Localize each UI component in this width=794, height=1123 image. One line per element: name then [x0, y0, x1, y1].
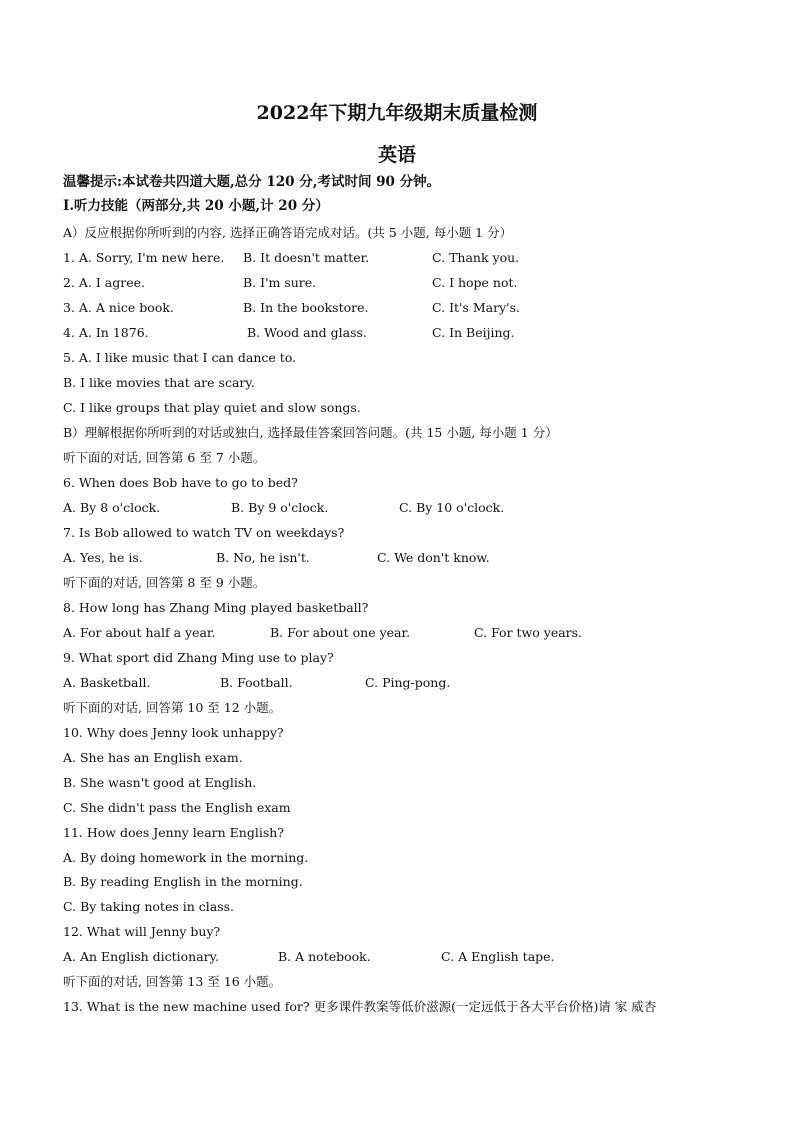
q12-option-a: A. An English dictionary. [63, 949, 220, 964]
q3-option-b: B. In the bookstore. [243, 300, 369, 315]
q10-question: 10. Why does Jenny look unhappy? [63, 725, 284, 740]
listen-instruction-8-9: 听下面的对话, 回答第 8 至 9 小题。 [63, 575, 266, 590]
exam-tip: 温馨提示:本试卷共四道大题,总分 120 分,考试时间 90 分钟。 [63, 174, 441, 190]
q9-option-b: B. Football. [220, 675, 293, 690]
q7-option-b: B. No, he isn't. [216, 550, 310, 565]
q6-option-b: B. By 9 o'clock. [231, 500, 329, 515]
subject-title: 英语 [377, 144, 416, 166]
listen-instruction-13-16: 听下面的对话, 回答第 13 至 16 小题。 [63, 974, 282, 989]
q10-option-b: B. She wasn't good at English. [63, 775, 257, 790]
q9-question: 9. What sport did Zhang Ming use to play? [63, 650, 334, 665]
q1-option-c: C. Thank you. [432, 250, 520, 265]
q6-question: 6. When does Bob have to go to bed? [63, 475, 298, 490]
q6-option-a: A. By 8 o'clock. [63, 500, 161, 515]
q4-option-b: B. Wood and glass. [247, 325, 367, 340]
q3-option-c: C. It's Mary's. [432, 300, 520, 315]
q3-option-a: 3. A. A nice book. [63, 300, 174, 315]
q7-option-c: C. We don't know. [377, 550, 490, 565]
q9-option-c: C. Ping-pong. [365, 675, 451, 690]
part-a-instructions: A）反应根据你所听到的内容, 选择正确答语完成对话。(共 5 小题, 每小题 1 分） [63, 225, 513, 240]
q11-option-b: B. By reading English in the morning. [63, 874, 303, 889]
q5-option-a: 5. A. I like music that I can dance to. [63, 350, 297, 365]
q4-option-c: C. In Beijing. [432, 325, 515, 340]
q6-option-c: C. By 10 o'clock. [399, 500, 505, 515]
q8-question: 8. How long has Zhang Ming played basketball? [63, 600, 369, 615]
q11-option-a: A. By doing homework in the morning. [63, 850, 309, 865]
section-heading-listening: I.听力技能（两部分,共 20 小题,计 20 分） [63, 198, 329, 214]
q12-question: 12. What will Jenny buy? [63, 924, 221, 939]
q2-option-c: C. I hope not. [432, 275, 518, 290]
q12-option-c: C. A English tape. [441, 949, 555, 964]
q7-option-a: A. Yes, he is. [63, 550, 143, 565]
q7-question: 7. Is Bob allowed to watch TV on weekdays? [63, 525, 345, 540]
q10-option-a: A. She has an English exam. [63, 750, 243, 765]
q4-option-a: 4. A. In 1876. [63, 325, 149, 340]
q11-question: 11. How does Jenny learn English? [63, 825, 284, 840]
q11-option-c: C. By taking notes in class. [63, 899, 235, 914]
q13-question: 13. What is the new machine used for? 更多课件教案等低价滋源(一定远低于各大平台价格)请 家 威杏 [63, 999, 657, 1014]
listen-instruction-10-12: 听下面的对话, 回答第 10 至 12 小题。 [63, 700, 282, 715]
part-b-instructions: B）理解根据你所听到的对话或独白, 选择最佳答案回答问题。(共 15 小题, 每小题 1 分） [63, 425, 558, 440]
q12-option-b: B. A notebook. [278, 949, 371, 964]
listen-instruction-6-7: 听下面的对话, 回答第 6 至 7 小题。 [63, 450, 266, 465]
q8-option-a: A. For about half a year. [63, 625, 216, 640]
q5-option-b: B. I like movies that are scary. [63, 375, 255, 390]
q8-option-b: B. For about one year. [270, 625, 411, 640]
q8-option-c: C. For two years. [474, 625, 583, 640]
q1-option-a: 1. A. Sorry, I'm new here. [63, 250, 225, 265]
q2-option-b: B. I'm sure. [243, 275, 317, 290]
q5-option-c: C. I like groups that play quiet and slow songs. [63, 400, 361, 415]
q1-option-b: B. It doesn't matter. [243, 250, 370, 265]
q2-option-a: 2. A. I agree. [63, 275, 145, 290]
q9-option-a: A. Basketball. [63, 675, 151, 690]
exam-title: 2022年下期九年级期末质量检测 [256, 102, 538, 124]
q10-option-c: C. She didn't pass the English exam [63, 800, 291, 815]
